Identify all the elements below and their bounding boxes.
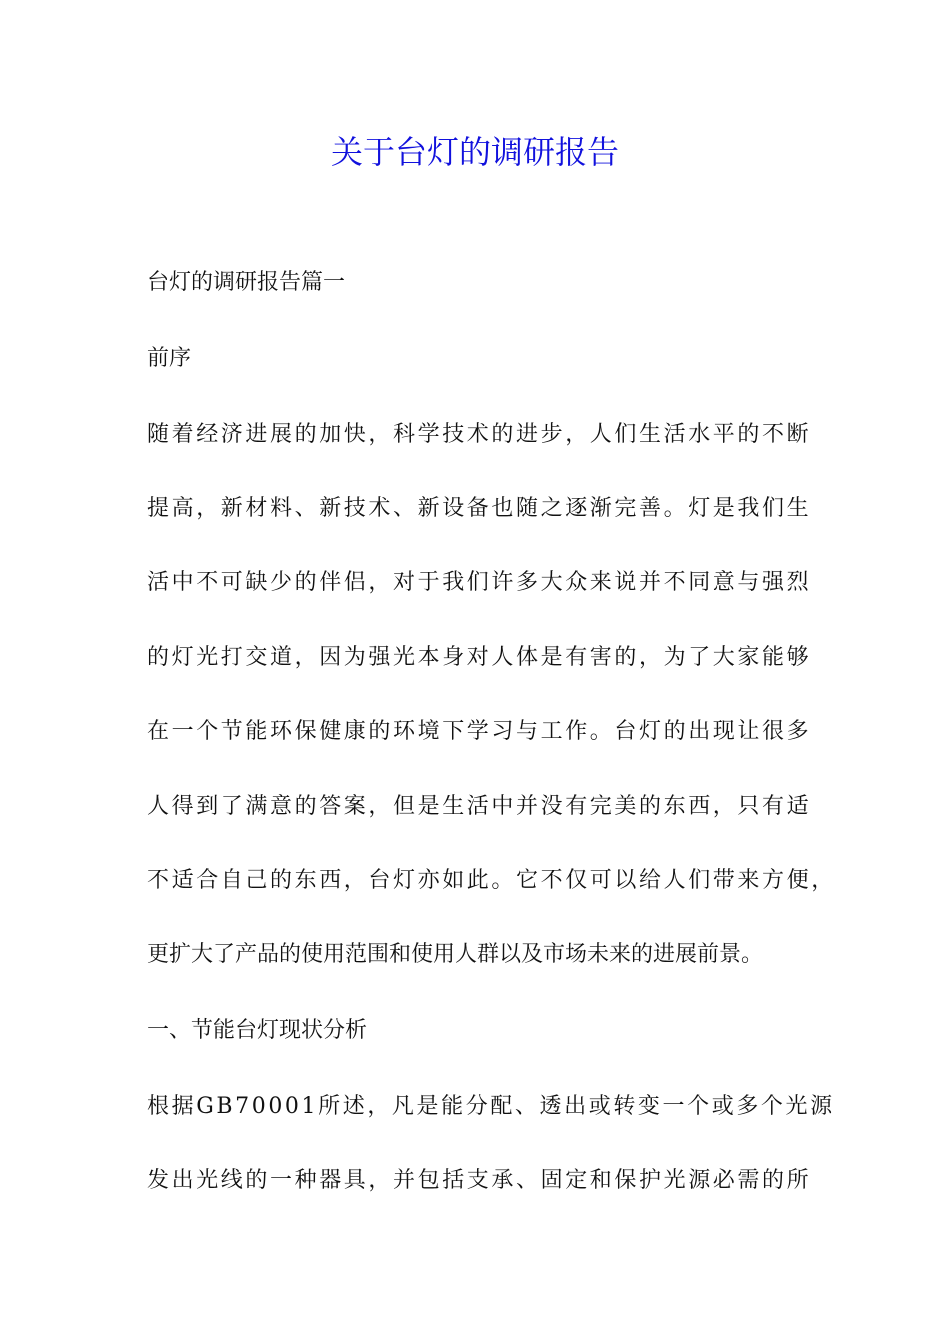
section-heading: 台灯的调研报告篇一 — [147, 270, 346, 295]
subheading-preface: 前序 — [147, 346, 192, 371]
body-text-line: 根据GB70001所述，凡是能分配、透出或转变一个或多个光源 — [147, 1094, 835, 1119]
body-text-line: 提高，新材料、新技术、新设备也随之逐渐完善。灯是我们生 — [147, 496, 812, 521]
body-text-line: 活中不可缺少的伴侣，对于我们许多大众来说并不同意与强烈 — [147, 570, 812, 595]
body-text-line: 随着经济进展的加快，科学技术的进步，人们生活水平的不断 — [147, 422, 812, 447]
body-text-line: 人得到了满意的答案，但是生活中并没有完美的东西，只有适 — [147, 794, 812, 819]
body-text-line: 发出光线的一种器具，并包括支承、固定和保护光源必需的所 — [147, 1168, 812, 1193]
body-text-line: 的灯光打交道，因为强光本身对人体是有害的，为了大家能够 — [147, 645, 812, 670]
document-title: 关于台灯的调研报告 — [330, 133, 619, 171]
body-text-line: 不适合自己的东西，台灯亦如此。它不仅可以给人们带来方便， — [147, 868, 836, 893]
body-text-line: 更扩大了产品的使用范围和使用人群以及市场未来的进展前景。 — [147, 942, 764, 967]
subheading-section-1: 一、节能台灯现状分析 — [147, 1018, 368, 1043]
body-text-line: 在一个节能环保健康的环境下学习与工作。台灯的出现让很多 — [147, 719, 812, 744]
